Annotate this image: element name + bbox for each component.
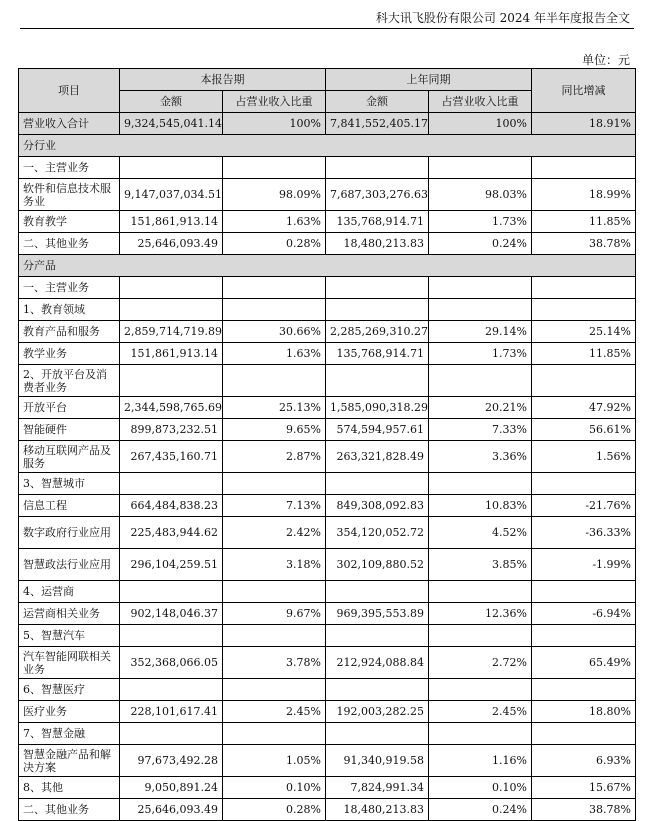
- yoy-change: [532, 157, 636, 179]
- prior-ratio: 1.16%: [429, 745, 532, 777]
- prior-ratio: 98.03%: [429, 179, 532, 211]
- current-amount: 228,101,617.41: [120, 701, 223, 723]
- current-amount: 97,673,492.28: [120, 745, 223, 777]
- table-row: [19, 625, 636, 647]
- yoy-change: 1.56%: [532, 441, 636, 473]
- yoy-change: [532, 581, 636, 603]
- row-label: 8、其他: [19, 777, 120, 799]
- prior-ratio: [429, 299, 532, 321]
- prior-amount: 18,480,213.83: [326, 233, 429, 255]
- table-row: [19, 277, 636, 299]
- prior-ratio: [429, 277, 532, 299]
- prior-amount: 135,768,914.71: [326, 343, 429, 365]
- current-ratio: [223, 157, 326, 179]
- table-row: [19, 549, 636, 581]
- current-ratio: 1.63%: [223, 211, 326, 233]
- current-amount: 352,368,066.05: [120, 647, 223, 679]
- row-label: 4、运营商: [19, 581, 120, 603]
- current-ratio: 3.18%: [223, 549, 326, 581]
- prior-ratio: 2.45%: [429, 701, 532, 723]
- current-ratio: 0.28%: [223, 233, 326, 255]
- prior-ratio: [429, 157, 532, 179]
- row-label: 二、其他业务: [19, 233, 120, 255]
- prior-amount: [326, 277, 429, 299]
- current-amount: 2,344,598,765.69: [120, 397, 223, 419]
- prior-ratio: 3.36%: [429, 441, 532, 473]
- current-ratio: 2.87%: [223, 441, 326, 473]
- current-ratio: 25.13%: [223, 397, 326, 419]
- prior-ratio: 20.21%: [429, 397, 532, 419]
- row-label: 教育教学: [19, 211, 120, 233]
- current-amount: 664,484,838.23: [120, 495, 223, 517]
- table-row: [19, 777, 636, 799]
- current-amount: 267,435,160.71: [120, 441, 223, 473]
- prior-ratio: 100%: [429, 113, 532, 135]
- prior-amount: [326, 581, 429, 603]
- prior-ratio: 0.24%: [429, 233, 532, 255]
- row-label: 软件和信息技术服务业: [19, 179, 120, 211]
- current-amount: 9,324,545,041.14: [120, 113, 223, 135]
- prior-ratio: 0.10%: [429, 777, 532, 799]
- yoy-change: 47.92%: [532, 397, 636, 419]
- yoy-change: 18.99%: [532, 179, 636, 211]
- row-label: 医疗业务: [19, 701, 120, 723]
- prior-amount: 2,285,269,310.27: [326, 321, 429, 343]
- row-label: 1、教育领域: [19, 299, 120, 321]
- prior-amount: 354,120,052.72: [326, 517, 429, 549]
- current-amount: 25,646,093.49: [120, 799, 223, 821]
- row-label: 数字政府行业应用: [19, 517, 120, 549]
- current-ratio: [223, 473, 326, 495]
- prior-ratio: [429, 365, 532, 397]
- prior-ratio: 2.72%: [429, 647, 532, 679]
- current-amount: [120, 299, 223, 321]
- current-ratio: 1.63%: [223, 343, 326, 365]
- table-row: [19, 343, 636, 365]
- prior-ratio: [429, 723, 532, 745]
- current-ratio: 2.45%: [223, 701, 326, 723]
- table-row: [19, 321, 636, 343]
- yoy-change: [532, 277, 636, 299]
- prior-ratio: 10.83%: [429, 495, 532, 517]
- table-row: [19, 397, 636, 419]
- prior-ratio: [429, 625, 532, 647]
- current-amount: 902,148,046.37: [120, 603, 223, 625]
- prior-ratio: 1.73%: [429, 211, 532, 233]
- current-amount: [120, 723, 223, 745]
- prior-ratio: 7.33%: [429, 419, 532, 441]
- current-ratio: 2.42%: [223, 517, 326, 549]
- current-amount: [120, 581, 223, 603]
- table-row: [19, 179, 636, 211]
- row-label: 二、其他业务: [19, 799, 120, 821]
- prior-amount: 849,308,092.83: [326, 495, 429, 517]
- prior-ratio: 29.14%: [429, 321, 532, 343]
- prior-amount: 135,768,914.71: [326, 211, 429, 233]
- table-row: [19, 723, 636, 745]
- row-label: 开放平台: [19, 397, 120, 419]
- row-label: 7、智慧金融: [19, 723, 120, 745]
- current-amount: [120, 473, 223, 495]
- current-amount: 899,873,232.51: [120, 419, 223, 441]
- prior-ratio: 12.36%: [429, 603, 532, 625]
- yoy-change: 11.85%: [532, 343, 636, 365]
- prior-amount: 263,321,828.49: [326, 441, 429, 473]
- prior-amount: [326, 157, 429, 179]
- prior-amount: 91,340,919.58: [326, 745, 429, 777]
- prior-amount: [326, 473, 429, 495]
- table-row: [19, 495, 636, 517]
- total-row: [19, 113, 636, 135]
- header-current-period: 本报告期: [120, 69, 326, 91]
- prior-amount: 969,395,553.89: [326, 603, 429, 625]
- unit-label: 单位：元: [581, 53, 630, 67]
- table-row: [19, 473, 636, 495]
- report-header: 科大讯飞股份有限公司 2024 年半年度报告全文: [375, 11, 630, 25]
- section-row-industry: [19, 135, 636, 157]
- table-row: [19, 211, 636, 233]
- row-label: 教学业务: [19, 343, 120, 365]
- row-label: 移动互联网产品及服务: [19, 441, 120, 473]
- prior-ratio: [429, 473, 532, 495]
- table-row: [19, 581, 636, 603]
- current-ratio: [223, 365, 326, 397]
- yoy-change: 6.93%: [532, 745, 636, 777]
- header-prior-amount: 金额: [326, 91, 429, 113]
- table-row: [19, 299, 636, 321]
- current-amount: 9,147,037,034.51: [120, 179, 223, 211]
- yoy-change: -6.94%: [532, 603, 636, 625]
- current-amount: 225,483,944.62: [120, 517, 223, 549]
- row-label: 信息工程: [19, 495, 120, 517]
- prior-amount: 212,924,088.84: [326, 647, 429, 679]
- table-row: [19, 603, 636, 625]
- header-prior-ratio: 占营业收入比重: [429, 91, 532, 113]
- yoy-change: -1.99%: [532, 549, 636, 581]
- row-label: 智能硬件: [19, 419, 120, 441]
- prior-amount: 302,109,880.52: [326, 549, 429, 581]
- current-amount: [120, 679, 223, 701]
- current-ratio: 9.65%: [223, 419, 326, 441]
- table-header: [19, 69, 636, 113]
- table-row: [19, 157, 636, 179]
- row-label: 营业收入合计: [19, 113, 120, 135]
- prior-amount: [326, 723, 429, 745]
- prior-ratio: 3.85%: [429, 549, 532, 581]
- section-label: 分产品: [19, 255, 636, 277]
- current-ratio: 7.13%: [223, 495, 326, 517]
- yoy-change: [532, 625, 636, 647]
- table-row: [19, 233, 636, 255]
- current-ratio: 98.09%: [223, 179, 326, 211]
- current-ratio: 30.66%: [223, 321, 326, 343]
- prior-ratio: 1.73%: [429, 343, 532, 365]
- current-amount: 296,104,259.51: [120, 549, 223, 581]
- row-label: 6、智慧医疗: [19, 679, 120, 701]
- table-row: [19, 441, 636, 473]
- prior-amount: 574,594,957.61: [326, 419, 429, 441]
- current-ratio: [223, 277, 326, 299]
- yoy-change: 25.14%: [532, 321, 636, 343]
- row-label: 智慧政法行业应用: [19, 549, 120, 581]
- row-label: 智慧金融产品和解决方案: [19, 745, 120, 777]
- current-ratio: 0.10%: [223, 777, 326, 799]
- yoy-change: 18.80%: [532, 701, 636, 723]
- table-row: [19, 701, 636, 723]
- prior-amount: [326, 679, 429, 701]
- current-ratio: [223, 723, 326, 745]
- row-label: 3、智慧城市: [19, 473, 120, 495]
- yoy-change: [532, 723, 636, 745]
- prior-ratio: 0.24%: [429, 799, 532, 821]
- header-rule: [20, 28, 634, 29]
- yoy-change: [532, 299, 636, 321]
- row-label: 汽车智能网联相关业务: [19, 647, 120, 679]
- prior-ratio: 4.52%: [429, 517, 532, 549]
- current-amount: [120, 277, 223, 299]
- current-ratio: 1.05%: [223, 745, 326, 777]
- yoy-change: 11.85%: [532, 211, 636, 233]
- header-yoy-change: 同比增减: [532, 69, 636, 113]
- yoy-change: [532, 365, 636, 397]
- revenue-table: [18, 68, 636, 821]
- yoy-change: -21.76%: [532, 495, 636, 517]
- current-ratio: [223, 581, 326, 603]
- prior-amount: [326, 365, 429, 397]
- yoy-change: 15.67%: [532, 777, 636, 799]
- current-amount: 2,859,714,719.89: [120, 321, 223, 343]
- header-item: 项目: [19, 69, 120, 113]
- row-label: 教育产品和服务: [19, 321, 120, 343]
- current-ratio: 3.78%: [223, 647, 326, 679]
- current-ratio: 100%: [223, 113, 326, 135]
- prior-amount: 192,003,282.25: [326, 701, 429, 723]
- prior-amount: [326, 299, 429, 321]
- header-prior-period: 上年同期: [326, 69, 532, 91]
- header-current-amount: 金额: [120, 91, 223, 113]
- row-label: 一、主营业务: [19, 277, 120, 299]
- table-body: [19, 113, 636, 821]
- table-row: [19, 419, 636, 441]
- prior-amount: 1,585,090,318.29: [326, 397, 429, 419]
- row-label: 一、主营业务: [19, 157, 120, 179]
- current-amount: 151,861,913.14: [120, 211, 223, 233]
- section-row-product: [19, 255, 636, 277]
- yoy-change: 56.61%: [532, 419, 636, 441]
- prior-amount: 18,480,213.83: [326, 799, 429, 821]
- current-ratio: 9.67%: [223, 603, 326, 625]
- table-row: [19, 745, 636, 777]
- current-amount: [120, 365, 223, 397]
- current-ratio: [223, 625, 326, 647]
- table-row: [19, 679, 636, 701]
- header-current-ratio: 占营业收入比重: [223, 91, 326, 113]
- current-amount: 25,646,093.49: [120, 233, 223, 255]
- yoy-change: -36.33%: [532, 517, 636, 549]
- table-row: [19, 647, 636, 679]
- yoy-change: 18.91%: [532, 113, 636, 135]
- yoy-change: 38.78%: [532, 233, 636, 255]
- prior-amount: [326, 625, 429, 647]
- current-ratio: [223, 679, 326, 701]
- prior-ratio: [429, 581, 532, 603]
- yoy-change: 38.78%: [532, 799, 636, 821]
- prior-amount: 7,824,991.34: [326, 777, 429, 799]
- row-label: 5、智慧汽车: [19, 625, 120, 647]
- current-amount: 151,861,913.14: [120, 343, 223, 365]
- prior-ratio: [429, 679, 532, 701]
- section-label: 分行业: [19, 135, 636, 157]
- yoy-change: 65.49%: [532, 647, 636, 679]
- current-amount: [120, 625, 223, 647]
- row-label: 2、开放平台及消费者业务: [19, 365, 120, 397]
- yoy-change: [532, 473, 636, 495]
- current-amount: 9,050,891.24: [120, 777, 223, 799]
- table-row: [19, 517, 636, 549]
- current-ratio: [223, 299, 326, 321]
- current-amount: [120, 157, 223, 179]
- yoy-change: [532, 679, 636, 701]
- current-ratio: 0.28%: [223, 799, 326, 821]
- row-label: 运营商相关业务: [19, 603, 120, 625]
- prior-amount: 7,687,303,276.63: [326, 179, 429, 211]
- prior-amount: 7,841,552,405.17: [326, 113, 429, 135]
- table-row: [19, 365, 636, 397]
